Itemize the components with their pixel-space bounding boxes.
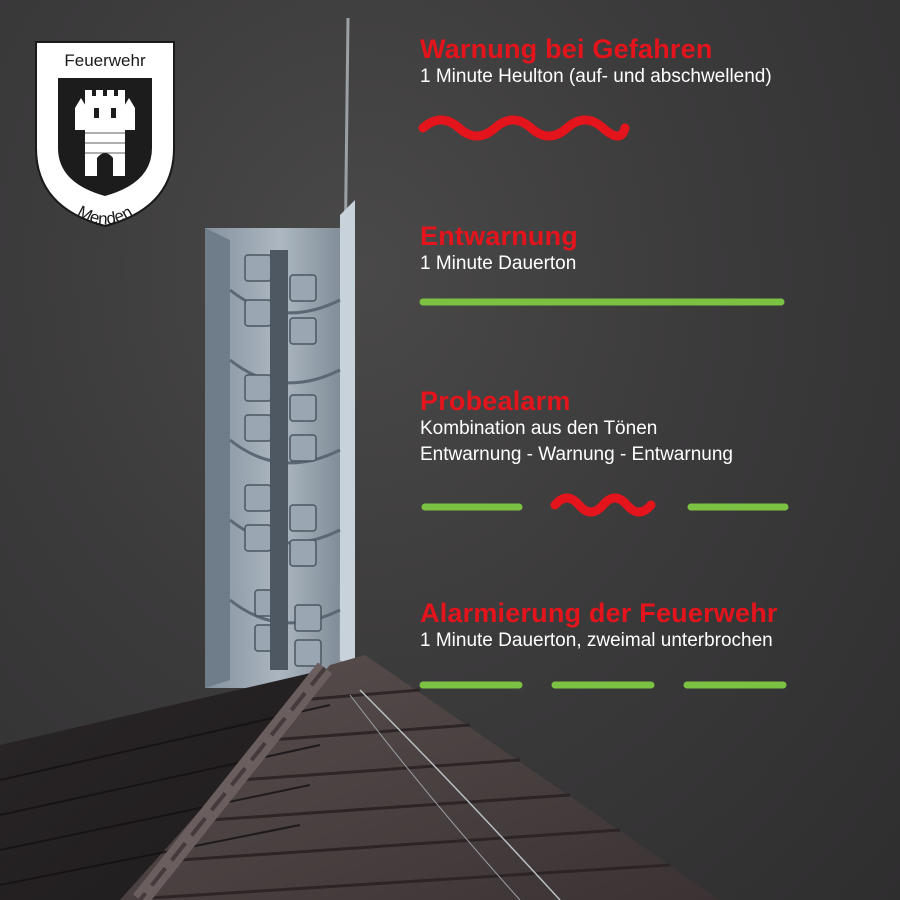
warning-wave-pattern bbox=[415, 108, 795, 148]
signal-fire-brigade-alert-description: 1 Minute Dauerton, zweimal unterbrochen bbox=[420, 630, 773, 651]
signal-warning-title: Warnung bei Gefahren bbox=[420, 34, 713, 64]
crest-top-text: Feuerwehr bbox=[64, 51, 146, 70]
signal-fire-brigade-alert-title: Alarmierung der Feuerwehr bbox=[420, 598, 778, 628]
menden-fire-brigade-crest-logo bbox=[30, 38, 180, 230]
fire-brigade-alert-tone-pattern bbox=[415, 665, 795, 705]
siren-array bbox=[205, 200, 355, 688]
signal-test-alarm-description-2: Entwarnung - Warnung - Entwarnung bbox=[420, 444, 733, 465]
signal-test-alarm-title: Probealarm bbox=[420, 386, 571, 416]
signal-test-alarm-description-1: Kombination aus den Tönen bbox=[420, 418, 658, 439]
signal-warning-description: 1 Minute Heulton (auf- und abschwellend) bbox=[420, 66, 772, 87]
test-alarm-tone-pattern bbox=[415, 487, 795, 527]
signal-all-clear bbox=[420, 221, 890, 277]
wave-tone-segment bbox=[555, 498, 651, 512]
all-clear-tone-pattern bbox=[415, 282, 795, 322]
signal-test-alarm bbox=[420, 386, 890, 468]
signal-all-clear-title: Entwarnung bbox=[420, 221, 578, 251]
wave-tone-segment bbox=[423, 120, 625, 136]
signal-warning bbox=[420, 34, 890, 90]
signal-fire-brigade-alert bbox=[420, 598, 890, 654]
crest-bottom-text: Menden bbox=[74, 202, 136, 229]
signal-all-clear-description: 1 Minute Dauerton bbox=[420, 253, 577, 274]
